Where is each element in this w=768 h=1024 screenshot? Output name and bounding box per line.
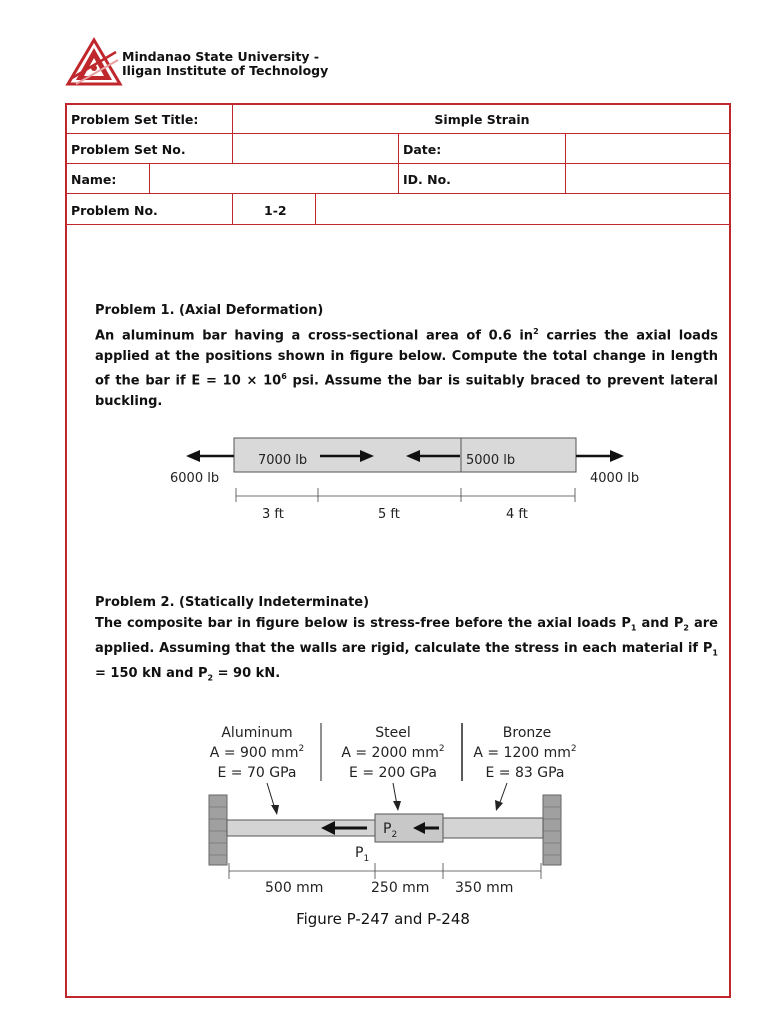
mat2-area: A = 2000 $mm^2$ (341, 744, 445, 761)
mat2-modulus: E = 200 GPa (349, 765, 437, 781)
superscript: 6 (281, 372, 287, 382)
dim1-label: 500 mm (265, 880, 324, 896)
problem1-text: An aluminum bar having a cross-sectional area of 0.6 in (95, 328, 534, 344)
dim3-label: 350 mm (455, 880, 514, 896)
col-divider (398, 133, 399, 193)
load-a-label: 7000 lb (258, 453, 308, 468)
date-field[interactable] (570, 142, 720, 160)
problem1-statement (95, 322, 718, 413)
col-divider (232, 193, 233, 224)
mat1-name: Aluminum (221, 725, 293, 741)
right-wall (543, 795, 561, 865)
col-divider (565, 133, 566, 193)
mat1-area: A = 900 $mm^2$ (209, 744, 305, 761)
problem-set-no-label: Problem Set No. (71, 142, 186, 157)
name-label: Name: (71, 172, 117, 187)
problem-no-value[interactable]: 1-2 (264, 203, 287, 218)
mat3-area: A = 1200 $mm^2$ (473, 744, 577, 761)
left-load-label: 6000 lb (170, 471, 220, 486)
university-line2: Iligan Institute of Technology (122, 63, 329, 78)
problem-set-no-field[interactable] (237, 142, 392, 160)
page-header (66, 38, 386, 90)
left-wall (209, 795, 227, 865)
right-load-label: 4000 lb (590, 471, 640, 486)
university-line1: Mindanao State University - (122, 49, 320, 64)
superscript: 2 (533, 327, 539, 336)
date-label: Date: (403, 142, 442, 157)
problem1-figure (162, 430, 652, 525)
row-divider (67, 224, 729, 225)
col-divider (315, 193, 316, 224)
dim1-label: 3 ft (262, 507, 284, 522)
dim2-label: 5 ft (378, 507, 400, 522)
dim3-label: 4 ft (506, 507, 528, 522)
bronze-segment (443, 818, 543, 838)
id-no-label: ID. No. (403, 172, 451, 187)
p1-label: $P_1$ (355, 845, 370, 864)
problem2-title: Problem 2. (Statically Indeterminate) (95, 595, 370, 610)
university-name (122, 50, 328, 78)
problem2-statement (95, 614, 718, 689)
id-no-field[interactable] (570, 172, 720, 190)
figure-caption: Figure P-247 and P-248 (296, 910, 470, 928)
subscript: 2 (683, 623, 689, 633)
problem2-text: = 90 kN. (213, 666, 281, 682)
problem-set-frame (65, 103, 731, 998)
mat2-name: Steel (375, 725, 411, 741)
problem2-text: = 150 kN and P (95, 666, 208, 682)
mat3-modulus: E = 83 GPa (485, 765, 565, 781)
name-field[interactable] (155, 172, 393, 190)
problem-set-title-value[interactable]: Simple Strain (434, 112, 530, 127)
mat1-modulus: E = 70 GPa (217, 765, 297, 781)
problem2-figure (207, 717, 577, 932)
mat3-name: Bronze (502, 725, 552, 741)
problem-set-title-label: Problem Set Title: (71, 112, 199, 127)
row-divider (67, 193, 729, 194)
subscript: 1 (712, 648, 718, 658)
problem1-text: psi. Assume the bar is suitably braced to prevent lateral buckling. (95, 373, 719, 410)
subscript: 2 (207, 673, 214, 683)
col-divider (232, 133, 233, 163)
problem2-text: are applied. Assuming that the walls are rigid, calculate the stress in each material if P (95, 616, 718, 657)
problem2-text: and P (636, 616, 684, 631)
problem1-text: carries the axial loads applied at the positions shown in figure below. Compute the total change in length of the bar if E = 10 × 10 (95, 328, 718, 389)
col-divider (232, 105, 233, 133)
problem-no-label: Problem No. (71, 203, 158, 218)
subscript: 1 (630, 623, 637, 633)
problem1-title: Problem 1. (Axial Deformation) (95, 303, 324, 318)
load-b-label: 5000 lb (466, 453, 516, 468)
dim2-label: 250 mm (371, 880, 430, 896)
p2-label: $P_2$ (383, 821, 398, 840)
msu-iit-logo-icon (66, 38, 122, 90)
problem2-text: The composite bar in figure below is stress-free before the axial loads P (95, 616, 631, 631)
col-divider (149, 163, 150, 193)
